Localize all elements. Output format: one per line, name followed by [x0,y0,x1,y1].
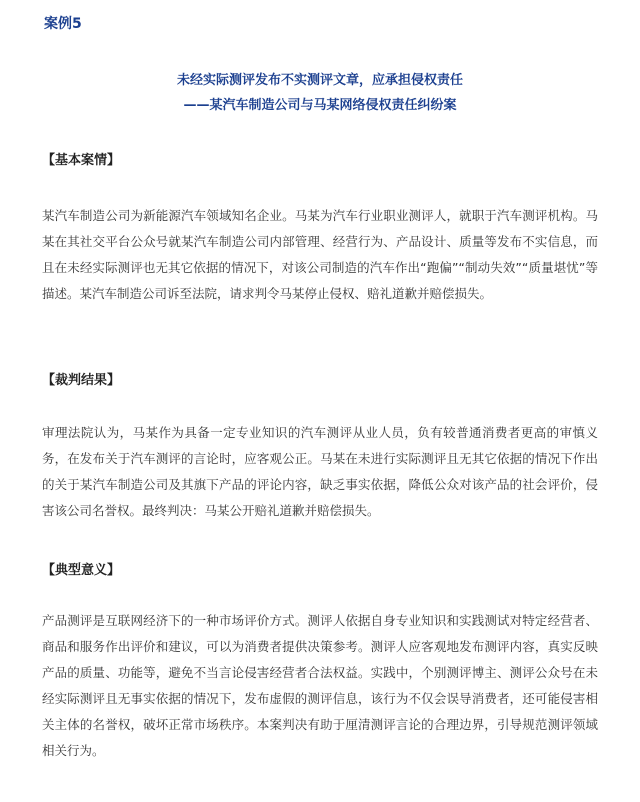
article-subtitle: ——某汽车制造公司与马某网络侵权责任纠纷案 [183,98,457,113]
section-text-judgment: 审理法院认为，马某作为具备一定专业知识的汽车测评从业人员，负有较普通消费者更高的审慎义务，在发布关于汽车测评的言论时，应客观公正。马某在未进行实际测评且无其它依据的情况下作出的关于某汽车制造公司及其旗下产品的评论内容，缺乏事实依据，降低公众对该产品的社会评价，侵害该公司名誉权。最终判决：马某公开赔礼道歉并赔偿损失。 [42,425,598,518]
article-title: 未经实际测评发布不实测评文章，应承担侵权责任 [176,73,463,88]
section-heading-basic-facts: 【基本案情】 [42,153,121,168]
section-text-significance: 产品测评是互联网经济下的一种市场评价方式。测评人依据自身专业知识和实践测试对特定经营者、商品和服务作出评价和建议，可以为消费者提供决策参考。测评人应客观地发布测评内容，真实反映产品的质量、功能等，避免不当言论侵害经营者合法权益。实践中，个别测评博主、测评公众号在未经实际测评且无事实依据的情况下，发布虚假的测评信息，该行为不仅会误导消费者，还可能侵害相关主体的名誉权，破坏正常市场秩序。本案判决有助于厘清测评言论的合理边界，引导规范测评领域相关行为。 [42,613,598,758]
section-heading-judgment: 【裁判结果】 [42,373,121,388]
section-text-basic-facts: 某汽车制造公司为新能源汽车领域知名企业。马某为汽车行业职业测评人，就职于汽车测评机构。马某在其社交平台公众号就某汽车制造公司内部管理、经营行为、产品设计、质量等发布不实信息，而且在未经实际测评也无其它依据的情况下，对该公司制造的汽车作出“跑偏”“制动失效”“质量堪忧”等描述。某汽车制造公司诉至法院，请求判令马某停止侵权、赔礼道歉并赔偿损失。 [42,208,598,301]
section-heading-significance: 【典型意义】 [42,563,121,578]
case-label: 案例5 [44,16,82,32]
